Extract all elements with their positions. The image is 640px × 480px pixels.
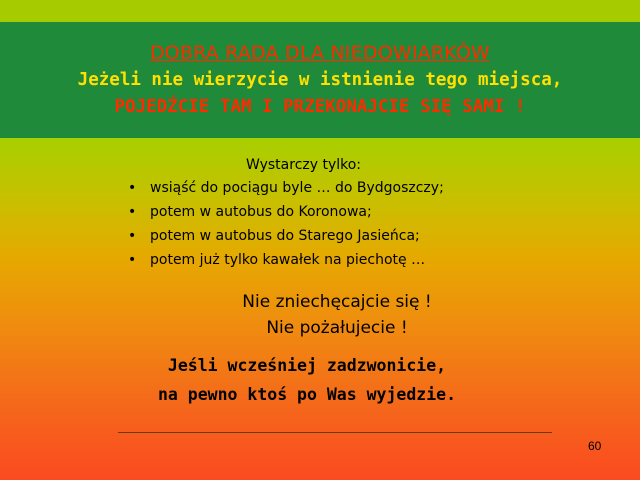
encouragement-line: Nie pożałujecie !	[266, 318, 408, 338]
step-text: potem w autobus do Starego Jasieńca;	[150, 228, 420, 244]
bullet-icon: •	[128, 252, 137, 268]
banner-subtitle-line: Jeżeli nie wierzycie w istnienie tego miejsca,	[77, 70, 563, 90]
slide-title: DOBRA RADA DLA NIEDOWIARKÓW	[149, 42, 491, 64]
bullet-icon: •	[128, 228, 137, 244]
encouragement-line: Nie zniechęcajcie się !	[242, 292, 432, 312]
list-item	[128, 204, 444, 228]
list-item	[128, 228, 444, 252]
bullet-icon: •	[128, 180, 137, 196]
banner-call-to-action: POJEDŹCIE TAM I PRZEKONAJCIE SIĘ SAMI !	[114, 97, 526, 117]
step-text: wsiąść do pociągu byle … do Bydgoszczy;	[150, 180, 444, 196]
bullet-icon: •	[128, 204, 137, 220]
step-text: potem w autobus do Koronowa;	[150, 204, 372, 220]
steps-list	[128, 180, 444, 276]
list-item	[128, 180, 444, 204]
list-item	[128, 252, 444, 276]
page-number: 60	[588, 439, 602, 453]
top-strip	[0, 0, 640, 22]
call-ahead-note: na pewno ktoś po Was wyjedzie.	[157, 385, 456, 404]
steps-intro: Wystarczy tylko:	[246, 157, 362, 173]
footer-divider	[118, 432, 552, 433]
step-text: potem już tylko kawałek na piechotę …	[150, 252, 426, 268]
call-ahead-note: Jeśli wcześniej zadzwonicie,	[167, 356, 447, 375]
